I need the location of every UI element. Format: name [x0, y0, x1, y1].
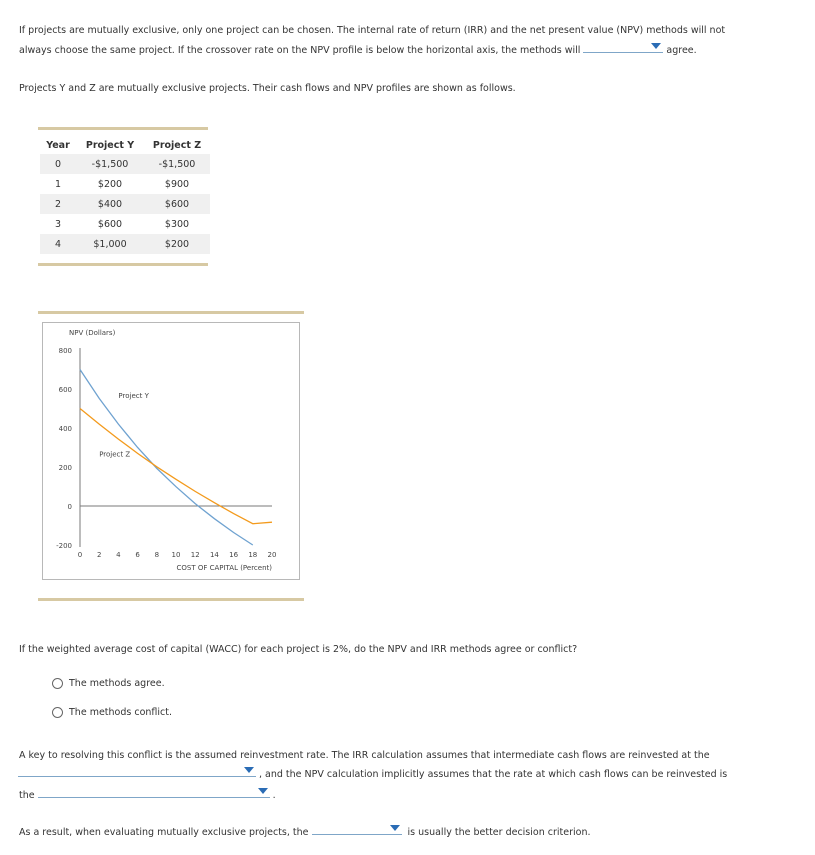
reinvest-line-3-pre: the [19, 790, 35, 801]
cell-project-y: $1,000 [76, 234, 144, 254]
table-header-row [40, 136, 210, 154]
cell-project-y: -$1,500 [76, 154, 144, 174]
cell-project-z: $600 [144, 194, 210, 214]
chevron-down-icon [258, 788, 268, 794]
x-tick-label: 4 [116, 551, 121, 559]
table-row [40, 174, 210, 194]
cash-flow-table [40, 136, 210, 254]
chart-bottom-rule [38, 598, 304, 601]
npv-profile-chart [43, 323, 299, 579]
x-tick-label: 8 [154, 551, 160, 559]
radio-circle-icon[interactable] [52, 678, 63, 689]
intro-line-2-text: always choose the same project. If the crossover rate on the NPV profile is below the horizontal axis, the methods will [19, 45, 581, 56]
intro-line-2 [19, 40, 697, 61]
npv-chart-frame [42, 322, 300, 580]
y-tick-label: 800 [58, 347, 72, 355]
x-tick-label: 10 [171, 551, 181, 559]
col-header-year: Year [46, 139, 70, 151]
table-row [40, 214, 210, 234]
project-y-label: Project Y [118, 391, 149, 400]
cell-project-y: $400 [76, 194, 144, 214]
option-agree[interactable] [52, 678, 165, 689]
cell-year: 2 [40, 194, 76, 214]
projects-intro: Projects Y and Z are mutually exclusive projects. Their cash flows and NPV profiles are shown as follows. [19, 83, 516, 94]
table-row [40, 194, 210, 214]
option-conflict-label: The methods conflict. [69, 707, 172, 718]
cell-project-y: $600 [97, 218, 123, 230]
cell-year: 4 [40, 234, 76, 254]
chevron-down-icon [651, 43, 661, 49]
chevron-down-icon [390, 825, 400, 831]
x-tick-label: 6 [135, 551, 140, 559]
reinvest-line-2-text: , and the NPV calculation implicitly assumes that the rate at which cash flows can be reinvested is [259, 769, 728, 780]
table-bottom-rule [38, 263, 208, 266]
intro-line-1: If projects are mutually exclusive, only one project can be chosen. The internal rate of return (IRR) and the net present value (NPV) methods will not [19, 25, 726, 36]
x-tick-label: 2 [96, 551, 102, 559]
x-tick-label: 14 [209, 551, 219, 559]
x-axis-title: COST OF CAPITAL (Percent) [176, 564, 272, 572]
x-tick-label: 20 [267, 551, 277, 559]
y-tick-label: 600 [58, 386, 72, 394]
table-row [40, 154, 210, 174]
conclusion-post: is usually the better decision criterion. [407, 827, 591, 838]
radio-circle-icon[interactable] [52, 707, 63, 718]
cell-year: 1 [54, 178, 62, 190]
conclusion-pre: As a result, when evaluating mutually exclusive projects, the [19, 827, 309, 838]
option-agree-label: The methods agree. [69, 678, 165, 689]
x-tick-label: 16 [229, 551, 239, 559]
y-tick-label: -200 [56, 542, 72, 550]
y-tick-label: 0 [67, 503, 72, 511]
table-top-rule [38, 127, 208, 130]
reinvest-line-2 [18, 764, 727, 785]
table-row [40, 234, 210, 254]
project-z-label: Project Z [99, 450, 131, 459]
x-tick-label: 0 [77, 551, 83, 559]
x-tick-label: 18 [248, 551, 258, 559]
y-tick-label: 400 [58, 425, 72, 433]
decision-criterion-dropdown[interactable] [312, 822, 402, 835]
chevron-down-icon [244, 767, 254, 773]
x-tick-label: 12 [190, 551, 200, 559]
cell-project-z: $200 [144, 234, 210, 254]
reinvest-line-3-post: . [272, 790, 276, 801]
chart-top-rule [38, 311, 304, 314]
y-tick-label: 200 [58, 464, 72, 472]
agree-dropdown[interactable] [583, 40, 663, 53]
conclusion [19, 822, 590, 843]
col-header-project-z: Project Z [152, 139, 202, 151]
cell-project-z: $900 [164, 178, 190, 190]
irr-reinvestment-dropdown[interactable] [18, 764, 256, 777]
cell-project-z: -$1,500 [144, 154, 210, 174]
intro-line-2-end: agree. [666, 45, 697, 56]
reinvest-line-3 [19, 785, 276, 806]
y-axis-title: NPV (Dollars) [69, 329, 116, 337]
col-header-project-y: Project Y [85, 139, 135, 151]
option-conflict[interactable] [52, 707, 172, 718]
wacc-question: If the weighted average cost of capital (WACC) for each project is 2%, do the NPV and IRR methods agree or conflict? [19, 644, 578, 655]
cell-project-z: $300 [164, 218, 190, 230]
cell-project-y: $200 [97, 178, 123, 190]
npv-reinvestment-dropdown[interactable] [38, 785, 270, 798]
cell-year: 3 [54, 218, 62, 230]
cell-year: 0 [40, 154, 76, 174]
reinvest-line-1: A key to resolving this conflict is the assumed reinvestment rate. The IRR calculation assumes that intermediate cash flows are reinvested at the [19, 750, 710, 761]
